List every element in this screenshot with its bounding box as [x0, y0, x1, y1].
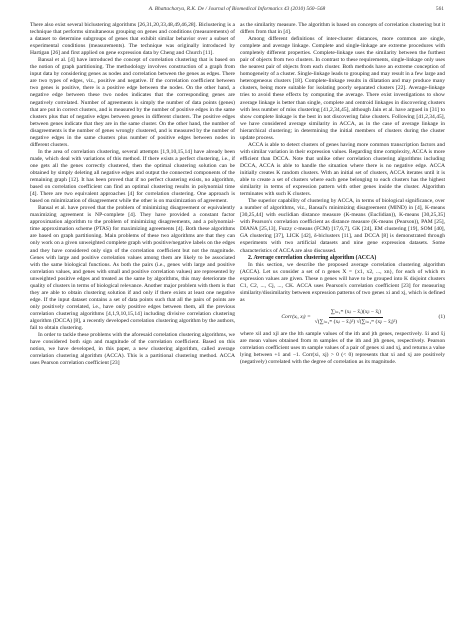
paragraph: The superior capability of clustering by ACCA, in terms of biological significance, over a number of algorithms, viz., Bansal's minimizing disagreement (MIND) in [4], K-means [30,25,44] with euclidian distance measure (K-means (Euclidian)), K-means [30,25,35] with Pearson's correlation coefficient as distance measure (K-means (Pearson)), PAM [25], DIANA [25,13], Fuzzy c-means (FCM) [17,6,7], GK [24], EM clustering [19], SOM [40], GA clustering [37], LICK [42], δ-biclusters [11], and DCCA [8] is demonstrated through experiments with two artificial datasets and nine gene expression datasets. Some characteristics of ACCA are also discussed. — [240, 198, 445, 254]
section-title: 2. Average correlation clustering algorithm (ACCA) — [248, 254, 377, 261]
right-column — [240, 22, 445, 366]
paragraph: Among different definitions of inter-cluster distances, more common are single, complete and average linkage. Complete and single-linkage are extreme procedures with completely different properties. Complete-linkage uses the similarity between the furthest pair of objects from two clusters. In contrast to these requirements, single-linkage only uses the nearest pair of objects from each cluster. Both methods have an extreme conception of homogeneity of a cluster. Single-linkage leads to grouping and may result in a few large and heterogeneous clusters [18]. Complete-linkage results in dilatation and may produce many clusters, being more suitable for isolating poorly separated clusters [22]. Average-linkage tries to avoid these effects by computing the average. There exist investigations to show average linkage is better than single, complete and centroid linkages in discovering clusters with less number of miss clustering [41,2,34,45], although Jain et al. have argued in [31] to show complete linkage is the best in not discovering false clusters. Following [41,2,34,45], we have considered average similarity in ACCA, as in the case of average linkage in hierarchical clustering; in determining the initial members of clusters during the cluster update process. — [240, 36, 445, 141]
equation-number: (1) — [438, 313, 445, 320]
equation-block — [240, 309, 445, 326]
paragraph: In the area of correlation clustering, several attempts [1,9,10,15,14] have already been made, which deal with variations of this method. If there exists a perfect clustering, i.e., if one gets all the genes correctly clustered, then the optimal clustering solution can be obtained by simply deleting all negative edges and output the connected components of the remaining graph [12]. It has been proved that if no perfect clustering exists, no algorithm, based on correlation coefficient can find an optimal clustering results in polynomial time [4]. There are two equivalent approaches [4] for correlation clustering. One approach is based on minimization of disagreement while the other is on maximization of agreement. — [30, 148, 235, 205]
paragraph: In order to tackle these problems with the aforesaid correlation clustering algorithms, we have considered both sign and magnitude of the correlation coefficient. Based on this notion, we have developed, in this paper, a new clustering algorithm, called average correlation clustering algorithm (ACCA). This is a partitional clustering method. ACCA uses Pearson correlation coefficient [23] — [30, 332, 236, 367]
paragraph: Bansal et al. have proved that the problem of minimizing disagreement or equivalently maximizing agreement is NP-complete [4]. They have provided a constant factor approximation algorithm to the problem of minimizing disagreements, and a polynomial-time approximation scheme (PTAS) for maximizing agreements [4]. Both these algorithms are based on graph partitioning. Main problems of these two algorithms are that they can only work on a given unweighted complete graph with positive/negative labels on the edges and they have considered only sign of the correlation coefficient but not the magnitude. Genes with large and positive correlation values among them are likely to be associated with the same biological functions. As both the pairs (i.e., genes with large and positive correlation values, and genes with small and positive correlation values) are represented by unweighted positive edges and treated as the same by algorithms, this may deteriorate the quality of clusters in terms of biological relevance. Another major problem with them is that they are able to obtain clustering solution if and only if there exists at least one negative edge. If the input dataset contains a set of data points such that all the pairs of points are only positively correlated, i.e., have only positive edges between them, all the previous correlation clustering algorithms [4,1,9,10,15,14] including divisive correlation clustering algorithm (DCCA) [8], a recently developed correlation clustering algorithm by the authors, fail to obtain clustering. — [30, 205, 235, 332]
paragraph: There also exist several biclustering algorithms [26,31,20,33,48,49,46,28]. Biclustering is a technique that performs simultaneous grouping on genes and conditions (measurements) of a dataset to determine subgroups of genes that exhibit similar behavior over a subset of experimental conditions (measurements). The technique was originally introduced by Hartigan [26] and first applied on gene expression data by Cheng and Church [11]. — [30, 22, 235, 57]
equation-fraction — [315, 309, 397, 326]
page-number: 561 — [435, 6, 444, 12]
running-header — [30, 6, 444, 18]
paragraph: In this section, we describe the proposed average correlation clustering algorithm (ACCA). Let us consider a set of n genes X = {x1, x2, ..., xn}, for each of which m expression values are given. These n genes will have to be grouped into K disjoint clusters C1, C2, ..., Cj, ..., CK. ACCA uses Pearson's correlation coefficient [23] for measuring similarity/dissimilarity between expression patterns of two genes xi and xj, which is defined as — [240, 261, 445, 303]
paragraph: where xil and xjl are the lth sample values of the ith and jth genes, respectively. x̄i and x̄j are mean values obtained from m samples of the ith and jth genes, respectively. Pearson correlation coefficient uses m sample values of a pair of genes xi and xj, and returns a value lying between +1 and −1. Corr(xi, xj) > 0 (< 0) represents that xi and xj are positively (negatively) correlated with the degree of correlation as its magnitude. — [240, 330, 445, 366]
paragraph: ACCA is able to detect clusters of genes having more common transcription factors and with similar variation in their expression values. Regarding time complexity, ACCA is more efficient than DCCA. Note that unlike other correlation clustering algorithms including DCCA, ACCA is able to handle the situation where there is no negative edge. ACCA initially creates K random clusters. With an initial set of clusters, ACCA iterates until it is able to create a set of clusters where each gene belonging to each clusters has the highest similarity in terms of expression pattern with other genes inside the cluster. Algorithm terminates with such K clusters. — [240, 141, 445, 198]
equation-numerator: ∑ₗ₌₁ᵐ (xᵢₗ − x̄ᵢ)(xⱼₗ − x̄ⱼ) — [329, 309, 383, 318]
paragraph: Bansal et al. [4] have introduced the concept of correlation clustering that is based on the notion of graph partitioning. The methodology involves construction of a graph from input data by considering genes as nodes and correlation between the genes as edges. There are two types of edges, viz., positive and negative. If the correlation coefficient between two genes is positive, there is a positive edge between the nodes. On the other hand, a negative edge between these two nodes indicates that the corresponding genes are negatively correlated. Number of agreements is simply the number of data points (genes) that are put in correct clusters, and is measured by the number of positive edges in the same clusters plus that of negative edges between genes in different clusters. The positive edges between genes indicate that they are in the same cluster. On the other hand, the number of disagreements is the number of genes wrongly clustered, and is measured by the number of negative edges in the same clusters plus number of positive edges between nodes in different clusters. — [30, 57, 235, 148]
paragraph: as the similarity measure. The algorithm is based on concepts of correlation clustering but it differs from that in [4]. — [240, 22, 445, 36]
equation-lhs: Corr(xᵢ, xⱼ) = — [281, 313, 311, 320]
left-column — [30, 22, 235, 367]
equation-denominator: √(∑ₗ₌₁ᵐ (xᵢₗ − x̄ᵢ)²) √(∑ₗ₌₁ᵐ (xⱼₗ − x̄ⱼ)²) — [314, 318, 398, 325]
running-title: A. Bhattacharya, R.K. De / Journal of Biomedical Informatics 43 (2010) 560–568 — [148, 6, 326, 12]
